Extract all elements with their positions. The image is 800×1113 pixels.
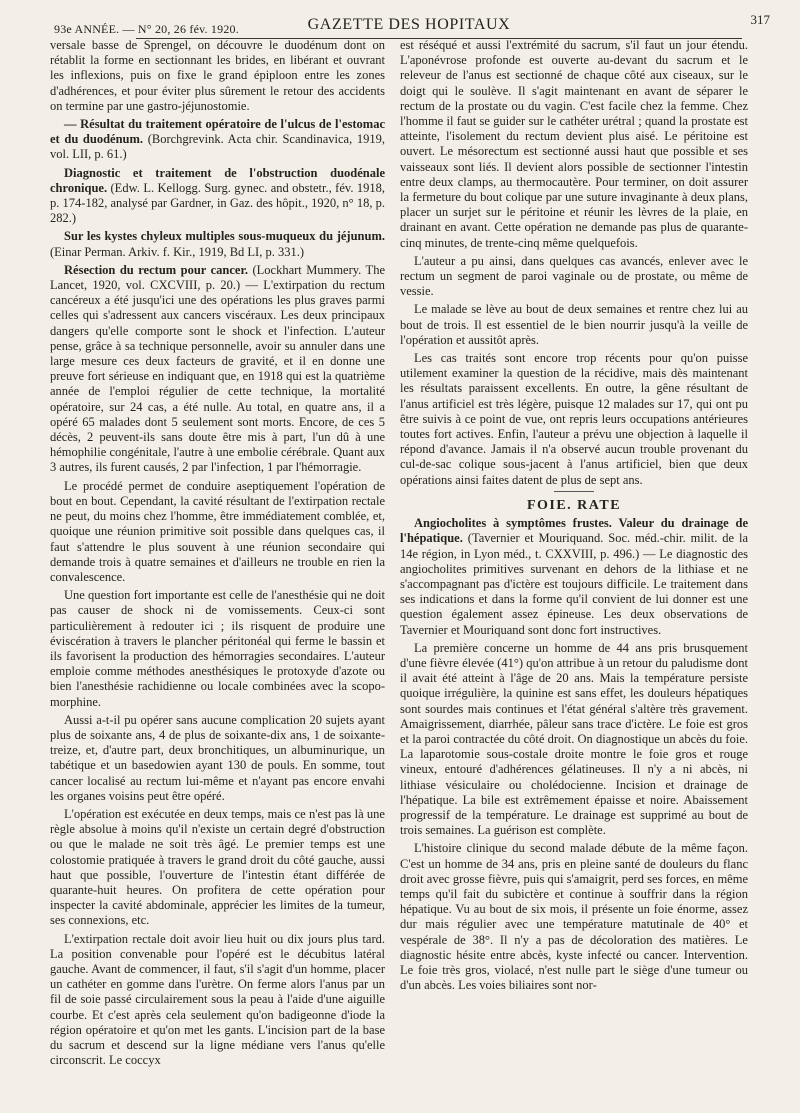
article-body: (Tavernier et Mouriquand. Soc. méd.-chir. milit. de la 14e région, in Lyon méd., t. CXXVIII, p. 496.) — Le diagnostic des angiocholites primitives survenant en dehors de la lithiase et ne s'accompagnant pas d'ictère est toujours difficile. Le traitement dans ses indications et dans la forme qu'il convient de lui donner est une question également assez épineuse. Les deux observations de Tavernier et Mouriquand sont donc fort instructives. bbox=[400, 531, 748, 637]
page-header bbox=[40, 8, 778, 42]
right-column bbox=[400, 38, 748, 996]
journal-title: GAZETTE DES HOPITAUX bbox=[307, 16, 511, 33]
article-body: (Lockhart Mummery. The Lancet, 1920, vol. CXCVIII, p. 20.) — L'extirpation du rectum cancéreux a été jusqu'ici une des opérations les plus graves parmi celles qui s'adressent aux cancers viscéraux. Les deux principaux dangers qu'elle comporte sont le shock et l'infection. L'auteur pense, grâce à sa technique personnelle, avoir su annuler dans une large mesure ces deux facteurs de gravité, et il en donne une preuve fort sérieuse en indiquant que, en 1918 qui est la quatrième année de l'emploi régulier de cette technique, la mortalité opératoire, sur 24 cas, a été nulle. Au total, en quatre ans, il a opéré 65 malades dont 5 seulement sont morts. Encore, de ces 5 décès, 2 peuvent-ils sans doute être mis à part, l'un dû à une hémophilie congénitale, l'autre à une embolie cérébrale. Quant aux 3 autres, ils furent causés, 2 par l'infection, 1 par l'hémorragie. bbox=[50, 262, 385, 475]
left-column bbox=[50, 38, 385, 1071]
reference-title: — Résultat du traitement opératoire de l'ulcus de l'estomac et du duodénum. bbox=[50, 117, 385, 147]
paragraph: Le malade se lève au bout de deux semaines et rentre chez lui au bout de trois. Il est essentiel de le bien nourrir jusqu'à la veille de l'opération et aussitôt après. bbox=[400, 302, 748, 347]
article-lead bbox=[400, 516, 748, 638]
reference-entry bbox=[50, 166, 385, 227]
paragraph: versale basse de Sprengel, on découvre le duodénum dont on rétablit la forme en sectionnant les brides, en libérant et ouvrant les inflexions, puis on fixe le grand épiploon entre les zones d'adhérences, et pour éviter plus sûrement le retour des accidents on termine par une gastro-jéjunostomie. bbox=[50, 38, 385, 113]
reference-entry bbox=[50, 117, 385, 163]
paragraph: Aussi a-t-il pu opérer sans aucune complication 20 sujets ayant plus de soixante ans, 4 de plus de soixante-dix ans, 1 de soixante-treize, et, d'autre part, deux bronchitiques, un albuminurique, un tabétique et un basedowien ayant 130 de pouls. En somme, tout cancer localisé au rectum lui-même et n'ayant pas encore envahi les organes voisins peut être opéré. bbox=[50, 712, 385, 803]
paragraph: L'extirpation rectale doit avoir lieu huit ou dix jours plus tard. La position convenable pour l'opéré est le décubitus latéral gauche. Avant de commencer, il faut, s'il s'agit d'un homme, placer un cathéter en gomme dans l'urètre. On ferme alors l'anus par un fil de soie passé circulairement sous la peau à l'aide d'une aiguille courbe. Et c'est après cela seulement qu'on badigeonne d'iode la région opératoire et qu'on met les gants. L'incision part de la base du sacrum et descend sur la ligne médiane vers l'anus qu'elle circonscrit. Le coccyx bbox=[50, 931, 385, 1068]
paragraph: Les cas traités sont encore trop récents pour qu'on puisse utilement examiner la question de la récidive, mais dès maintenant les résultats paraissent excellents. En outre, la gêne résultant de l'anus artificiel est très légère, puisque 12 malades sur 17, qui ont pu être suivis à ce point de vue, ont repris leurs occupations antérieures toutes fort actives. Enfin, l'auteur a prévu une objection à laquelle il répond d'avance. Jamais il n'a observé aucun trouble provenant du cul-de-sac colique sous-jacent à l'anus artificiel, bien que deux opérations ainsi faites datent de plus de sept ans. bbox=[400, 351, 748, 487]
page-number: 317 bbox=[750, 12, 770, 27]
article-title: Résection du rectum pour cancer. bbox=[64, 262, 248, 277]
reference-body: (Borchgrevink. Acta chir. Scandinavica, 1919, vol. LII, p. 61.) bbox=[50, 132, 385, 162]
article-title: Angiocholites à symptômes frustes. Valeur du drainage de l'hépatique. bbox=[400, 516, 748, 546]
paragraph: est réséqué et aussi l'extrémité du sacrum, s'il faut un jour étendu. L'aponévrose profonde est ouverte au-devant du sacrum et le releveur de l'anus est sectionné de chaque côté aux ciseaux, sur le doigt qui le soulève. Il s'agit maintenant en avant de séparer le rectum de la prostate ou du vagin. C'est facile chez la femme. Chez l'homme il faut se guider sur le cathéter urétral ; quand la prostate est atteinte, l'isolement du rectum devient plus aisé. Le péritoine est ouvert. Le mésorectum est sectionné aussi haut que possible et ses vaisseaux sont liés. Il devient alors possible de sectionner l'intestin entre deux clamps, au thermocautère. Pour terminer, on doit assurer la fermeture du bout colique par une suture invaginante à deux plans, placer un surjet sur le péritoine et réunir les lèvres de la plaie, en drainant en avant. Cette opération ne demande pas plus de quarante-cinq minutes, de trente-cinq même quelquefois. bbox=[400, 38, 748, 250]
reference-body: (Einar Perman. Arkiv. f. Kir., 1919, Bd LI, p. 331.) bbox=[50, 244, 305, 259]
reference-title: Diagnostic et traitement de l'obstruction duodénale chronique. bbox=[50, 165, 385, 195]
issue-line: 93e ANNÉE. — N° 20, 26 fév. 1920. bbox=[54, 22, 239, 36]
paragraph: Une question fort importante est celle de l'anesthésie qui ne doit pas causer de shock ni de vomissements. Ceux-ci sont particulièrement à redouter ici ; ils risquent de produire une éviscération à travers le plancher péritonéal qui ferme le bassin et ils favorisent la production des hémorragies secondaires. L'auteur emploie comme méthodes anesthésiques le protoxyde d'azote ou bien l'anesthésie rachidienne ou locale combinées avec la scopo-morphine. bbox=[50, 588, 385, 709]
paragraph: L'auteur a pu ainsi, dans quelques cas avancés, enlever avec le rectum un segment de paroi vaginale ou de prostate, ou même de vessie. bbox=[400, 253, 748, 299]
paragraph: La première concerne un homme de 44 ans pris brusquement d'une fièvre élevée (41°) qu'on attribue à un retour du paludisme dont il avait été atteint à l'âge de 20 ans. Mais la température persiste quoique irrégulière, la quinine est sans effet, les douleurs hépatiques sont sourdes mais continues et l'état général s'altère très gravement. Amaigrissement, diarrhée, pâleur sans trace d'ictère. Le foie est gros et la paroi contractée du côté droit. On diagnostique un abcès du foie. La laparotomie sous-costale droite montre le foie gros et rouge vineux, entouré d'adhérences gélatineuses. Il n'y a ni abcès, ni lithiase vésiculaire ou cholédocienne. Incision et drainage de l'hépatique. La bile est extrêmement épaisse et noire. Abaissement progressif de la température. Le drainage est supprimé au bout de trois semaines. La guérison est complète. bbox=[400, 640, 748, 838]
reference-body: (Edw. L. Kellogg. Surg. gynec. and obstetr., fév. 1918, p. 174-182, analysé par Gardner, in Gaz. des hôpit., 1920, n° 18, p. 282.) bbox=[50, 180, 386, 226]
paragraph: Le procédé permet de conduire aseptiquement l'opération de bout en bout. Cependant, la cavité résultant de l'extirpation rectale ne peut, du moins chez l'homme, être immédiatement comblée, et, quoique une réunion primitive soit possible dans quelques cas, il faut s'attendre le plus souvent à une réunion secondaire qui demande trois à quatre semaines et d'ailleurs ne trouble en rien la convalescence. bbox=[50, 478, 385, 584]
reference-entry bbox=[50, 229, 385, 259]
paragraph: L'histoire clinique du second malade débute de la même façon. C'est un homme de 34 ans, pris en pleine santé de douleurs du flanc droit avec grosse fièvre, puis qui s'amaigrit, perd ses forces, en même temps qu'il fait du subictère et continue à souffrir dans la région hépatique. Vu au bout de six mois, il présente un foie énorme, assez dur mais régulier avec une température matutinale de 40° et vespérale de 38°. Il n'y a pas de décoloration des matières. Le diagnostic hésite entre abcès, kyste infecté ou cancer. Intervention. Le foie très gros, violacé, n'est nulle part le siège d'une tumeur ou d'un abcès. Les voies biliaires sont nor- bbox=[400, 841, 748, 993]
article-lead bbox=[50, 263, 385, 476]
reference-title: Sur les kystes chyleux multiples sous-muqueux du jéjunum. bbox=[64, 229, 385, 244]
section-heading: FOIE. RATE bbox=[400, 491, 748, 513]
paragraph: L'opération est exécutée en deux temps, mais ce n'est pas là une règle absolue à moins qu'il n'existe un certain degré d'obstruction ou que le malade ne soit très âgé. Le premier temps est une colostomie pratiquée à travers le grand droit du côté gauche, aussi haut que possible, l'ouverture de l'intestin étant différée de quarante-huit heures. On profitera de cette opération pour inspecter la cavité abdominale, apprécier les limites de la tumeur, ses connexions, etc. bbox=[50, 806, 385, 928]
